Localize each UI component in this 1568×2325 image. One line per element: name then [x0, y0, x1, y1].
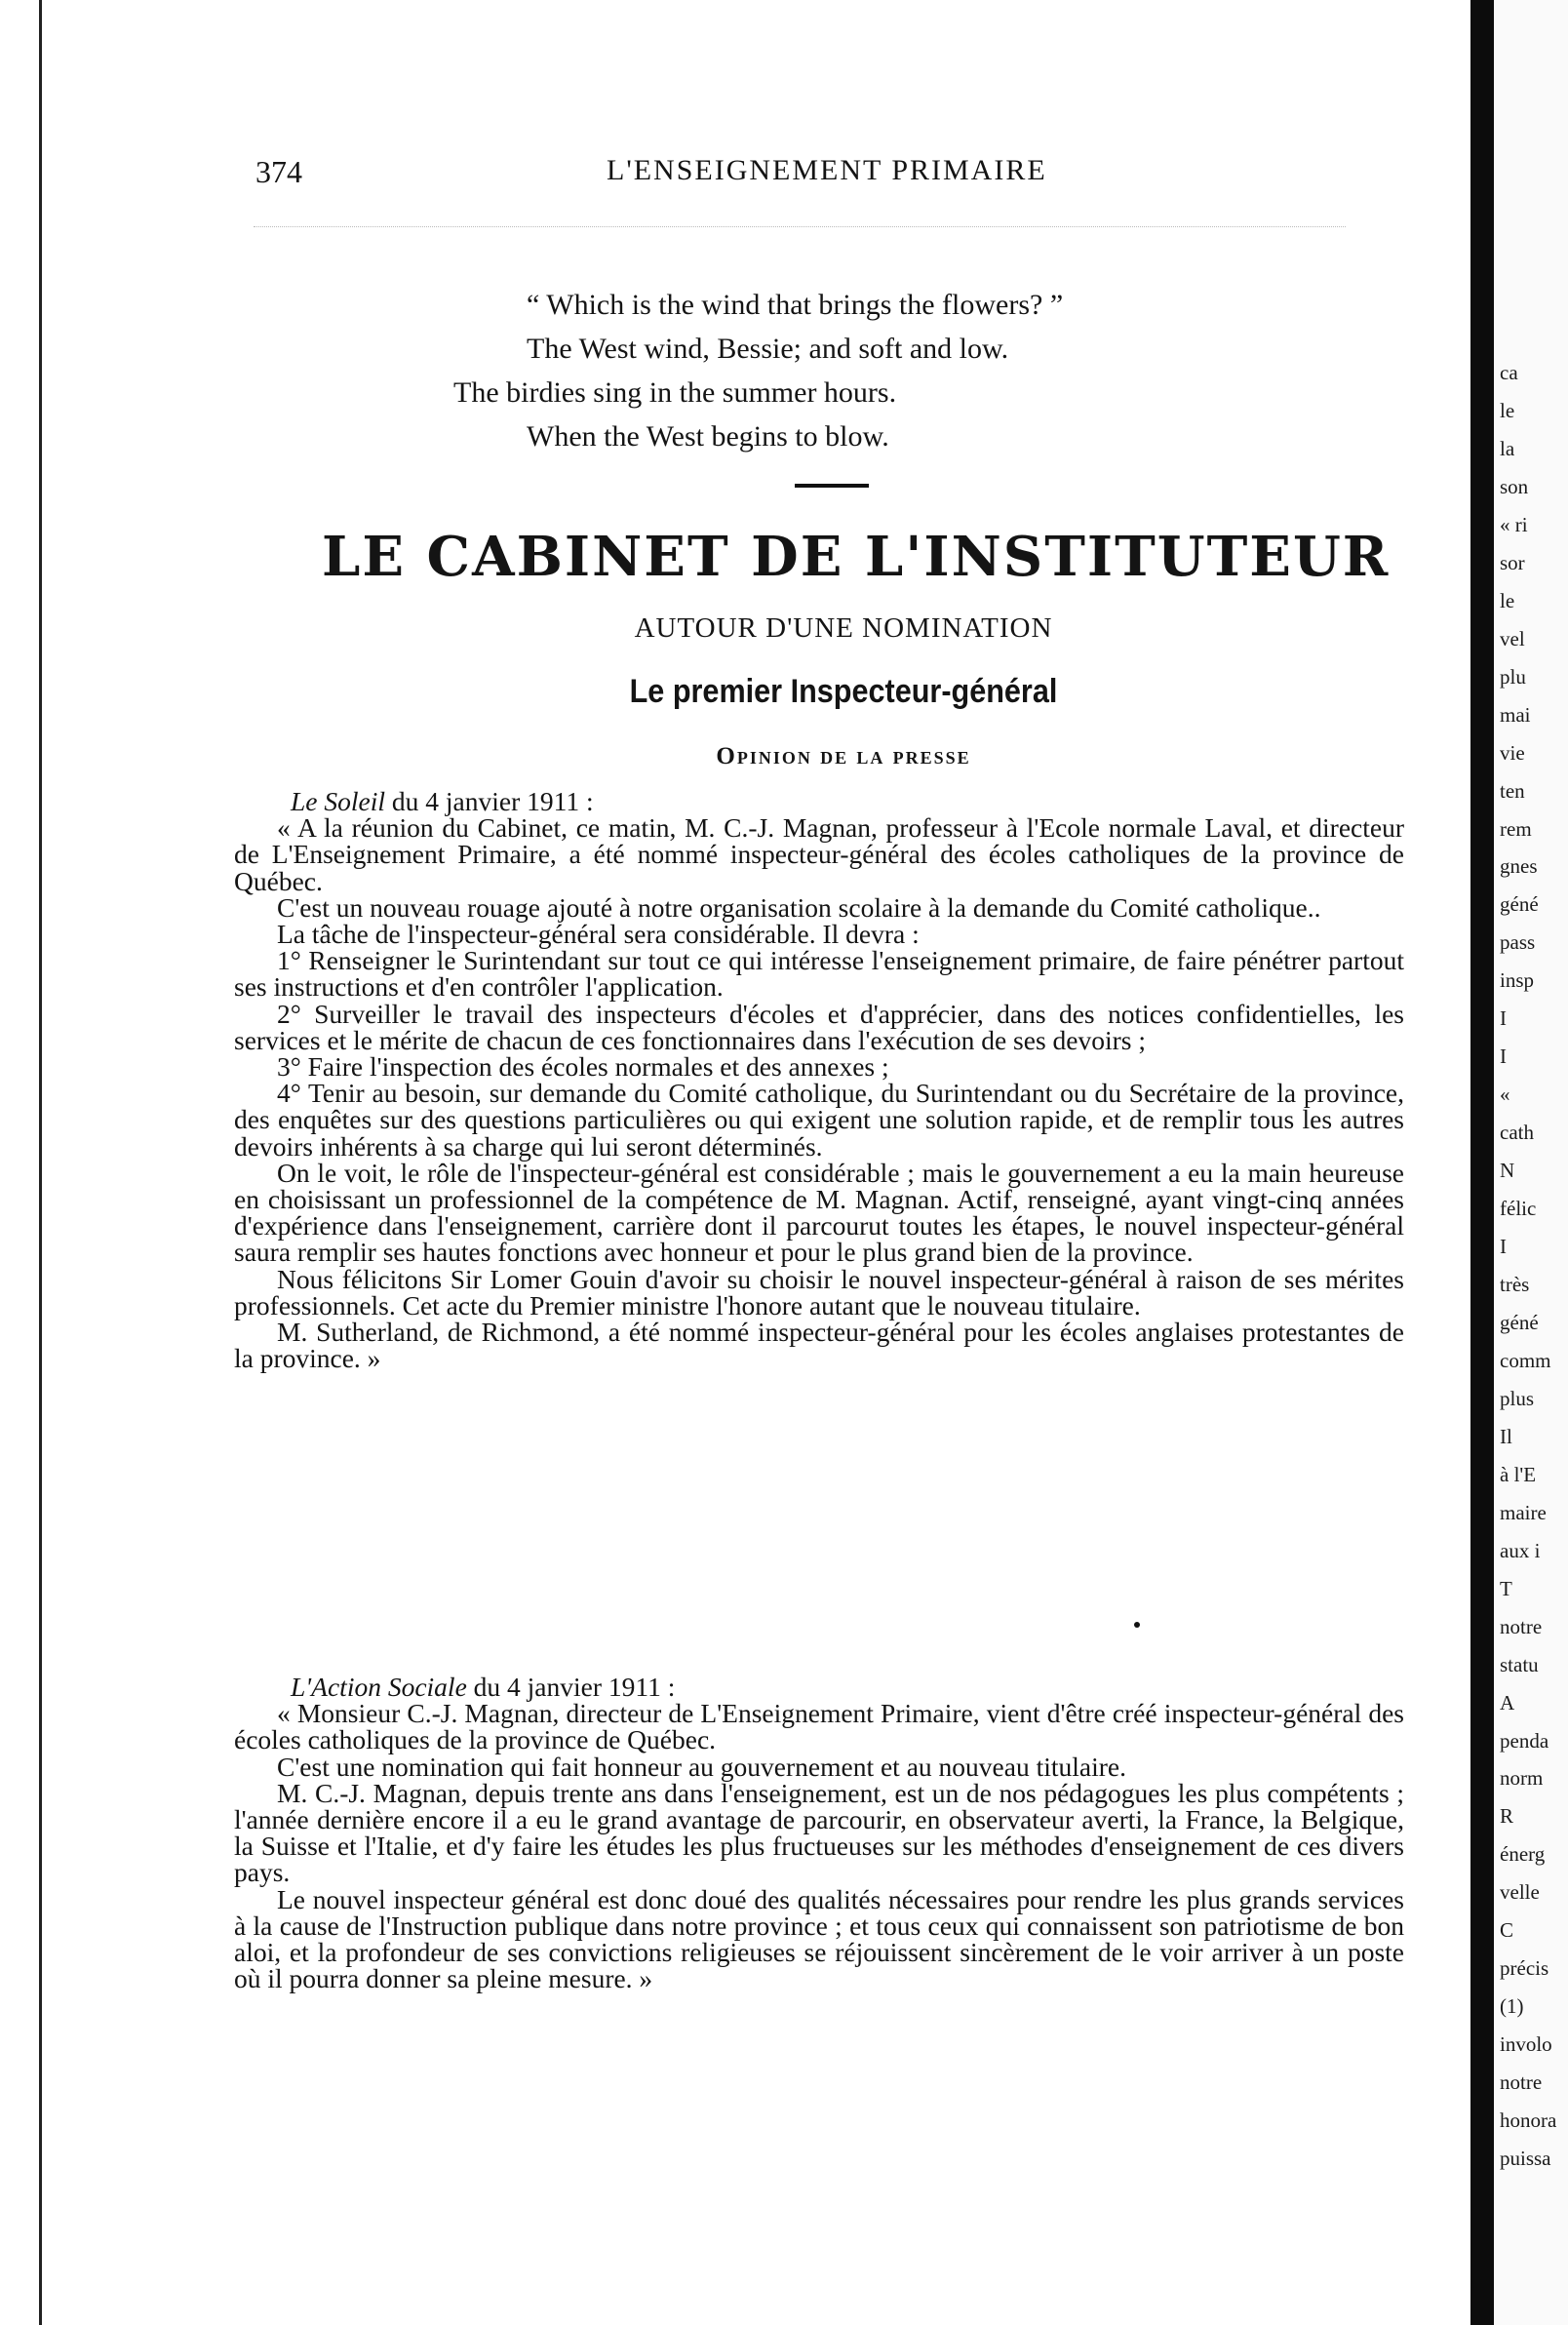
adjacent-page-fragment: I: [1500, 1044, 1507, 1069]
adjacent-page-fragment: notre: [1500, 1614, 1543, 1638]
adjacent-page-fragment: involo: [1500, 2032, 1552, 2057]
soleil-article: [234, 786, 1404, 1374]
paragraph: 1° Renseigner le Surintendant sur tout ce qui intéresse l'enseignement primaire, de faire pénétrer partout ses instructions et d'en contrôler l'application.: [234, 945, 1404, 1003]
adjacent-page-fragment: vel: [1500, 626, 1525, 650]
paragraph: La tâche de l'inspecteur-général sera considérable. Il devra :: [277, 919, 920, 950]
running-head: [255, 154, 1328, 197]
paragraph: Nous félicitons Sir Lomer Gouin d'avoir su choisir le nouvel inspecteur-général à raison de ses mérites professionnels. Cet acte du Premier ministre l'honore autant que le nouveau titulaire.: [234, 1263, 1404, 1320]
paragraph: « A la réunion du Cabinet, ce matin, M. C.-J. Magnan, professeur à l'Ecole normale Laval, et directeur de L'Enseignement Primaire, a été nommé inspecteur-général des écoles catholiques de la province de Québec.: [234, 812, 1404, 896]
adjacent-page-fragment: Il: [1500, 1424, 1512, 1448]
adjacent-page-fragment: norm: [1500, 1766, 1544, 1791]
paragraph: M. C.-J. Magnan, depuis trente ans dans l'enseignement, est un de nos pédagogues les plus compétents ; l'année dernière encore il a eu le grand avantage de parcourir, en observateur averti, la France, la Belgique, la Suisse et l'Italie, et d'y faire les études les plus fructueuses sur les méthodes d'enseignement de ces divers pays.: [234, 1777, 1404, 1888]
paragraph: 3° Faire l'inspection des écoles normales et des annexes ;: [277, 1051, 889, 1083]
adjacent-page-fragment: à l'E: [1500, 1462, 1537, 1486]
adjacent-page-fragment: énerg: [1500, 1842, 1546, 1867]
adjacent-page-fragment: le: [1500, 588, 1515, 612]
adjacent-page-fragment: géné: [1500, 1310, 1539, 1334]
poem-line: The West wind, Bessie; and soft and low.: [527, 333, 1009, 365]
poem-line: “ Which is the wind that brings the flowers? ”: [527, 289, 1064, 321]
stray-dot: [1134, 1622, 1140, 1628]
paragraph: M. Sutherland, de Richmond, a été nommé inspecteur-général pour les écoles anglaises protestantes de la province. »: [234, 1317, 1404, 1374]
source-line: [234, 1674, 1404, 1700]
paragraph: C'est un nouveau rouage ajouté à notre organisation scolaire à la demande du Comité catholique..: [277, 891, 1321, 923]
adjacent-page-fragment: insp: [1500, 968, 1535, 993]
adjacent-page-fragment: cath: [1500, 1121, 1534, 1145]
left-page-edge: [0, 0, 42, 2325]
adjacent-page-fragment: gnes: [1500, 854, 1538, 879]
paragraph: « Monsieur C.-J. Magnan, directeur de L'Enseignement Primaire, vient d'être créé inspecteur-général des écoles catholiques de la province de Québec.: [234, 1698, 1404, 1755]
adjacent-page-fragment: très: [1500, 1273, 1530, 1296]
adjacent-page-fragment: sor: [1500, 550, 1525, 574]
adjacent-page-fragment: puissa: [1500, 2147, 1551, 2171]
adjacent-page-fragment: pass: [1500, 930, 1536, 955]
adjacent-page-fragment: « ri: [1500, 512, 1528, 536]
adjacent-page-fragment: penda: [1500, 1728, 1549, 1753]
adjacent-page-strip: [1494, 0, 1568, 2325]
adjacent-page-fragment: plu: [1500, 664, 1526, 689]
running-title: L'ENSEIGNEMENT PRIMAIRE: [607, 154, 1047, 186]
page-number: 374: [255, 154, 302, 189]
adjacent-page-fragment: A: [1500, 1690, 1515, 1714]
adjacent-page-fragment: vie: [1500, 740, 1525, 765]
adjacent-page-fragment: ca: [1500, 361, 1518, 384]
adjacent-page-fragment: honora: [1500, 2108, 1557, 2133]
adjacent-page-fragment: notre: [1500, 2070, 1543, 2095]
adjacent-page-fragment: maire: [1500, 1500, 1547, 1524]
press-heading: Opinion de la presse: [716, 743, 971, 769]
adjacent-page-fragment: précis: [1500, 1956, 1549, 1981]
document-page: [195, 0, 1404, 2325]
adjacent-page-fragment: ten: [1500, 778, 1525, 803]
paragraph: 2° Surveiller le travail des inspecteurs d'écoles et d'apprécier, dans des notices confidentielles, les services et le mérite de chacun de ces fonctionnaires dans l'exécution de ses devoirs ;: [234, 998, 1404, 1055]
adjacent-page-fragment: (1): [1500, 1994, 1524, 2019]
page-gutter: [1470, 0, 1494, 2325]
section-title: LE CABINET DE L'INSTITUTEUR: [322, 525, 1391, 589]
adjacent-page-fragment: I: [1500, 1006, 1507, 1031]
source-name: L'Action Sociale: [291, 1672, 467, 1702]
adjacent-page-fragment: le: [1500, 398, 1515, 422]
header-rule: [254, 226, 1346, 227]
adjacent-page-fragment: mai: [1500, 702, 1531, 727]
adjacent-page-fragment: aux i: [1500, 1538, 1541, 1562]
adjacent-page-fragment: son: [1500, 474, 1529, 498]
section-divider: [795, 484, 869, 488]
adjacent-page-fragment: C: [1500, 1918, 1514, 1943]
adjacent-page-fragment: R: [1500, 1804, 1514, 1829]
adjacent-page-fragment: «: [1500, 1083, 1510, 1107]
section-subtitle: AUTOUR D'UNE NOMINATION: [634, 612, 1053, 644]
adjacent-page-fragment: I: [1500, 1235, 1507, 1259]
paragraph: C'est une nomination qui fait honneur au gouvernement et au nouveau titulaire.: [277, 1751, 1126, 1782]
adjacent-page-fragment: N: [1500, 1159, 1515, 1183]
adjacent-page-fragment: géné: [1500, 892, 1539, 917]
adjacent-page-fragment: rem: [1500, 816, 1532, 841]
paragraph: Le nouvel inspecteur général est donc doué des qualités nécessaires pour rendre les plus grands services à la cause de l'Instruction publique dans notre province ; et tous ceux qui connaissent son patriotisme de bon aloi, et la profondeur de ses convictions religieuses se réjouissent sincèrement de le voir arriver à un poste où il pourra donner sa pleine mesure. »: [234, 1883, 1404, 1994]
poem: [453, 283, 1234, 458]
adjacent-page-fragment: félic: [1500, 1197, 1537, 1221]
article-title: Le premier Inspecteur-général: [629, 673, 1058, 710]
adjacent-page-fragment: statu: [1500, 1652, 1539, 1676]
adjacent-page-fragment: T: [1500, 1576, 1512, 1600]
source-line: [234, 788, 1404, 814]
paragraph: On le voit, le rôle de l'inspecteur-général est considérable ; mais le gouvernement a eu la main heureuse en choisissant un professionnel de la compétence de M. Magnan. Actif, renseigné, ayant vingt-cinq années d'expérience dans l'enseignement, carrière dont il parcourut toutes les étapes, le nouvel inspecteur-général saura remplir ses hautes fonctions avec honneur et pour le plus grand bien de la province.: [234, 1157, 1404, 1268]
action-sociale-article: [234, 1672, 1404, 1994]
poem-line: The birdies sing in the summer hours.: [453, 376, 897, 409]
paragraph: 4° Tenir au besoin, sur demande du Comité catholique, du Surintendant ou du Secrétaire de la province, des enquêtes sur des questions particulières ou qui exigent une solution rapide, et de remplir tous les autres devoirs inhérents à sa charge qui lui seront déterminés.: [234, 1078, 1404, 1162]
adjacent-page-fragment: plus: [1500, 1386, 1535, 1410]
poem-line: When the West begins to blow.: [527, 420, 889, 453]
adjacent-page-fragment: comm: [1500, 1348, 1551, 1372]
source-date: du 4 janvier 1911 :: [385, 786, 594, 816]
adjacent-page-fragment: la: [1500, 436, 1515, 460]
source-name: Le Soleil: [291, 786, 386, 816]
adjacent-page-fragment: velle: [1500, 1880, 1540, 1905]
source-date: du 4 janvier 1911 :: [466, 1672, 676, 1702]
